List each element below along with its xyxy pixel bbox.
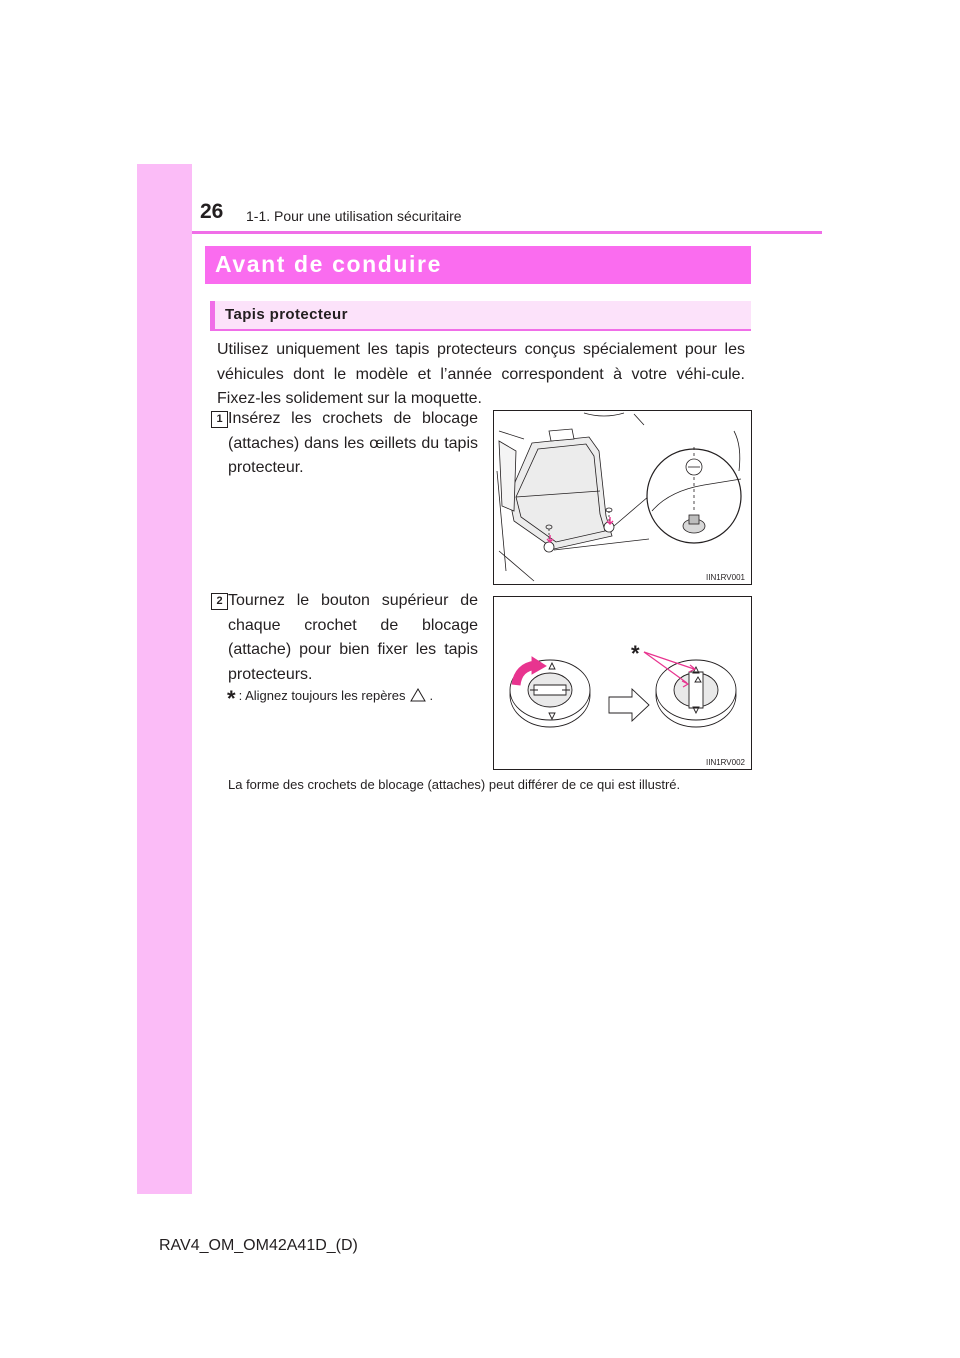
chapter-title: 1-1. Pour une utilisation sécuritaire (246, 208, 462, 224)
clip-rotation-illustration (494, 597, 751, 769)
floor-mat-illustration (494, 411, 751, 584)
figure-clip-rotation (493, 596, 752, 770)
figure-1-code: IIN1RV001 (706, 573, 745, 582)
footer-code: RAV4_OM_OM42A41D_(D) (159, 1237, 358, 1254)
subsection-title: Tapis protecteur (225, 306, 348, 323)
page-number: 26 (200, 200, 224, 223)
figure-2-code: IIN1RV002 (706, 758, 745, 767)
note-star: * (227, 686, 236, 711)
triangle-mark-icon (410, 688, 426, 702)
alignment-note (227, 686, 433, 712)
side-band (137, 164, 192, 1194)
header-rule (192, 231, 822, 234)
figure-floor-mat (493, 410, 752, 585)
step-2-number: 2 (211, 593, 228, 610)
footnote: La forme des crochets de blocage (attaches) peut différer de ce qui est illustré. (228, 777, 681, 792)
note-text-end: . (429, 688, 434, 703)
step-1-number: 1 (211, 411, 228, 428)
section-title: Avant de conduire (215, 251, 442, 277)
figure-2-callout: * (631, 641, 640, 666)
section-title-bar (205, 246, 751, 284)
subsection-bar (210, 301, 751, 331)
note-text: : Alignez toujours les repères (238, 688, 406, 703)
step-1-text: Insérez les crochets de blocage (attaches) dans les œillets du tapis protecteur. (228, 410, 478, 476)
step-2-text: Tournez le bouton supérieur de chaque crochet de blocage (attache) pour bien fixer les tapis protecteurs. (228, 592, 478, 683)
intro-paragraph: Utilisez uniquement les tapis protecteurs conçus spécialement pour les véhicules dont le modèle et l’année correspondent à votre véhi-cule. Fixez-les solidement sur la moquette. (217, 341, 745, 407)
